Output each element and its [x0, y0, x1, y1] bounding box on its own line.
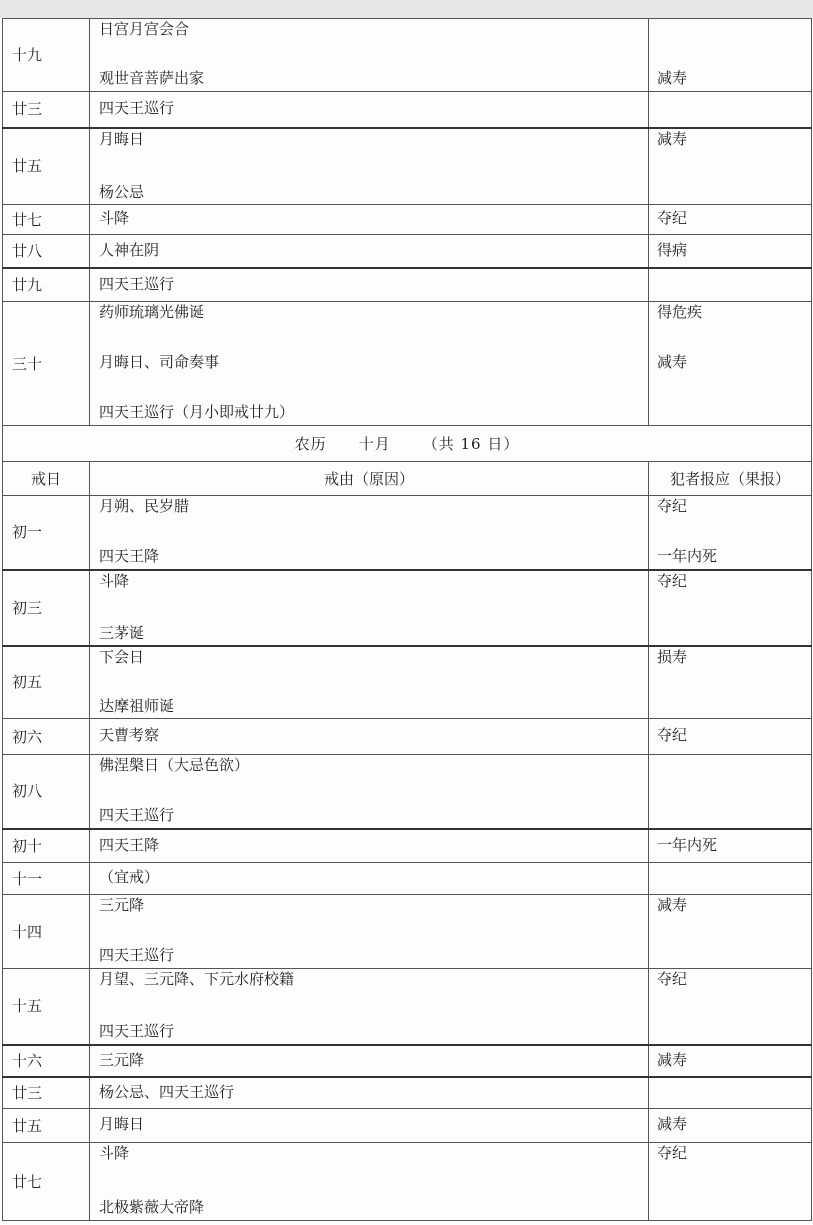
reason-line: 四天王巡行 [99, 1022, 175, 1040]
column-header-result: 犯者报应（果报） [649, 462, 812, 496]
table-row [3, 1143, 812, 1221]
result-line: 减寿 [657, 1050, 688, 1069]
reason-cell [90, 969, 649, 1045]
reason-cell [90, 863, 649, 895]
reason-line: 杨公忌 [99, 182, 145, 201]
reason-line: 佛涅槃日（大忌色欲） [99, 756, 250, 774]
reason-line: 四天王巡行 [99, 274, 175, 293]
reason-cell [90, 1109, 649, 1143]
result-cell [649, 205, 812, 235]
result-line: 减寿 [657, 353, 688, 371]
table-row [3, 1077, 812, 1109]
result-line: 夺纪 [657, 497, 688, 515]
reason-cell [90, 268, 649, 302]
reason-line: 北极紫薇大帝降 [99, 1198, 205, 1216]
result-line [657, 805, 811, 825]
day-cell: 廿三 [3, 92, 90, 128]
table-row [3, 268, 812, 302]
table-row [3, 92, 812, 128]
previous-month-rows [3, 19, 812, 426]
result-cell [649, 719, 812, 755]
result-line: 得危疾 [657, 303, 703, 321]
result-line: 减寿 [657, 1115, 688, 1133]
result-cell [649, 496, 812, 570]
day-cell: 初十 [3, 829, 90, 863]
reason-line: 三茅诞 [99, 623, 145, 642]
reason-cell [90, 755, 649, 829]
month-label: 十月 [358, 434, 391, 453]
result-cell [649, 646, 812, 719]
reason-line: 四天王降 [99, 835, 160, 854]
reason-line: 三元降 [99, 1050, 145, 1069]
table-row [3, 1109, 812, 1143]
reason-cell [90, 570, 649, 646]
day-cell: 初八 [3, 755, 90, 829]
table-row [3, 19, 812, 92]
reason-line: 月晦日 [99, 129, 145, 148]
result-cell [649, 829, 812, 863]
result-cell [649, 128, 812, 205]
result-line: 夺纪 [657, 1144, 688, 1162]
result-cell [649, 235, 812, 268]
result-cell [649, 863, 812, 895]
result-line [657, 19, 811, 39]
reason-cell [90, 92, 649, 128]
day-cell: 廿五 [3, 128, 90, 205]
reason-cell [90, 302, 649, 426]
result-line: 减寿 [657, 129, 688, 148]
result-line [657, 1021, 811, 1041]
reason-line: 月晦日 [99, 1115, 145, 1133]
result-line: 一年内死 [657, 835, 718, 854]
day-cell: 十一 [3, 863, 90, 895]
result-cell [649, 969, 812, 1045]
reason-line: 天曹考察 [99, 726, 160, 744]
reason-cell [90, 719, 649, 755]
month-title-cell [3, 426, 812, 462]
result-line [657, 402, 811, 422]
column-header-day: 戒日 [3, 462, 90, 496]
table-row [3, 646, 812, 719]
result-cell [649, 1077, 812, 1109]
day-cell: 廿五 [3, 1109, 90, 1143]
result-cell [649, 895, 812, 969]
precept-days-table [2, 18, 812, 1221]
column-header-reason: 戒由（原因） [90, 462, 649, 496]
month-section-header [3, 426, 812, 496]
result-line: 得病 [657, 240, 688, 259]
day-count-label: （共 16 日） [422, 434, 520, 453]
reason-cell [90, 235, 649, 268]
result-cell [649, 1143, 812, 1221]
result-line [657, 182, 811, 202]
table-row [3, 863, 812, 895]
table-row [3, 829, 812, 863]
result-cell [649, 1109, 812, 1143]
result-line: 夺纪 [657, 970, 688, 988]
day-cell: 十九 [3, 19, 90, 92]
reason-cell [90, 1143, 649, 1221]
reason-cell [90, 205, 649, 235]
table-row [3, 719, 812, 755]
day-cell: 十四 [3, 895, 90, 969]
reason-line: 月望、三元降、下元水府校籍 [99, 970, 295, 988]
result-line [657, 945, 811, 965]
reason-line: 四天王巡行 [99, 99, 175, 117]
result-line: 减寿 [657, 896, 688, 914]
reason-cell [90, 19, 649, 92]
reason-line: 日宫月宫会合 [99, 20, 190, 38]
table-row [3, 755, 812, 829]
table-row [3, 302, 812, 426]
result-cell [649, 302, 812, 426]
day-cell: 廿三 [3, 1077, 90, 1109]
day-cell: 初一 [3, 496, 90, 570]
day-cell: 初三 [3, 570, 90, 646]
result-cell [649, 19, 812, 92]
day-cell: 三十 [3, 302, 90, 426]
table-row [3, 128, 812, 205]
reason-line: 斗降 [99, 571, 130, 590]
day-cell: 廿八 [3, 235, 90, 268]
table-row [3, 205, 812, 235]
reason-cell [90, 496, 649, 570]
result-line [657, 98, 811, 118]
reason-cell [90, 1045, 649, 1077]
reason-cell [90, 646, 649, 719]
reason-line: 药师琉璃光佛诞 [99, 303, 205, 321]
reason-line: 四天王巡行（月小即戒廿九） [99, 403, 295, 421]
reason-line: 观世音菩萨出家 [99, 69, 205, 87]
result-line: 夺纪 [657, 571, 688, 590]
table-row [3, 1045, 812, 1077]
day-cell: 十六 [3, 1045, 90, 1077]
lunar-label: 农历 [294, 434, 327, 453]
result-line [657, 1197, 811, 1217]
table-row [3, 235, 812, 268]
result-cell [649, 570, 812, 646]
tenth-month-rows [3, 496, 812, 1221]
result-cell [649, 755, 812, 829]
result-cell [649, 92, 812, 128]
day-cell: 廿七 [3, 1143, 90, 1221]
reason-cell [90, 128, 649, 205]
reason-line: 三元降 [99, 896, 145, 914]
month-title-row [3, 426, 812, 462]
reason-line: 杨公忌、四天王巡行 [99, 1082, 235, 1101]
result-line: 夺纪 [657, 726, 688, 744]
result-line [657, 755, 811, 775]
reason-line: 月朔、民岁腊 [99, 497, 190, 515]
result-line [657, 274, 811, 294]
top-edge-shade [0, 0, 813, 18]
reason-line: 斗降 [99, 209, 130, 227]
reason-line: 四天王巡行 [99, 946, 175, 964]
table-row [3, 570, 812, 646]
reason-line: 达摩祖师诞 [99, 696, 175, 715]
day-cell: 初六 [3, 719, 90, 755]
result-line: 夺纪 [657, 209, 688, 227]
day-cell: 廿七 [3, 205, 90, 235]
reason-line: 四天王巡行 [99, 806, 175, 824]
result-line: 损寿 [657, 647, 688, 666]
reason-cell [90, 895, 649, 969]
day-cell: 初五 [3, 646, 90, 719]
reason-line: 人神在阴 [99, 240, 160, 259]
reason-line: 月晦日、司命奏事 [99, 353, 220, 371]
day-cell: 十五 [3, 969, 90, 1045]
result-cell [649, 1045, 812, 1077]
reason-line: （宜戒） [99, 868, 160, 886]
result-line [657, 696, 811, 716]
reason-line: 斗降 [99, 1144, 130, 1162]
reason-cell [90, 1077, 649, 1109]
result-cell [649, 268, 812, 302]
day-cell: 廿九 [3, 268, 90, 302]
column-header-row [3, 462, 812, 496]
table-row [3, 969, 812, 1045]
result-line [657, 623, 811, 643]
reason-line: 下会日 [99, 647, 145, 666]
result-line [657, 1082, 811, 1102]
result-line [657, 867, 811, 887]
result-line: 一年内死 [657, 547, 718, 565]
result-line: 减寿 [657, 69, 688, 87]
reason-line: 四天王降 [99, 547, 160, 565]
table-row [3, 496, 812, 570]
table-row [3, 895, 812, 969]
reason-cell [90, 829, 649, 863]
